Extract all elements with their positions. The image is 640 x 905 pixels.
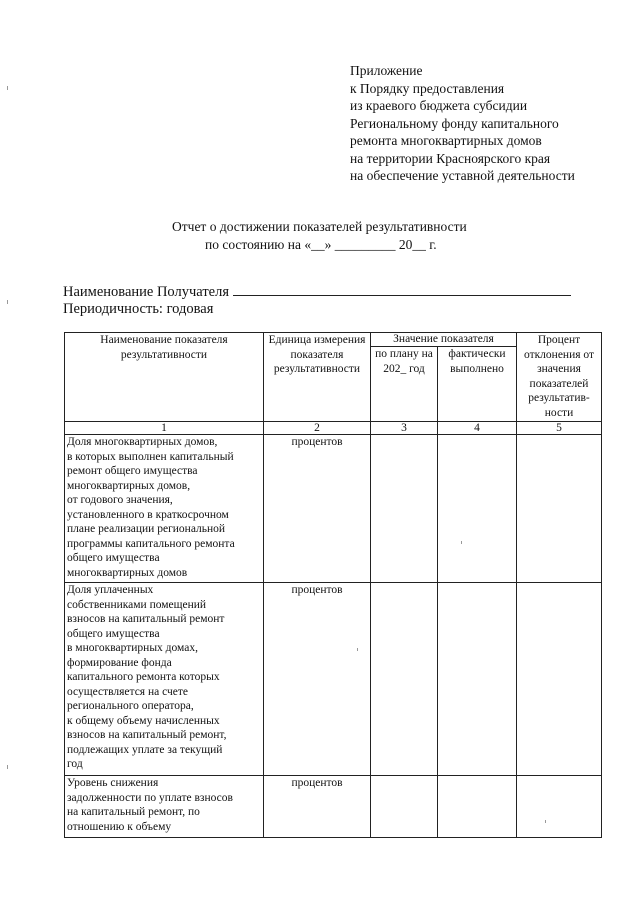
recipient-field — [63, 283, 571, 301]
appendix-block — [350, 62, 575, 185]
indicator-name-line: плане реализации региональной — [67, 523, 226, 535]
column-number: 4 — [438, 422, 517, 435]
scan-speck — [7, 300, 8, 304]
scan-speck — [7, 86, 8, 90]
indicator-name-line: задолженности по уплате взносов — [67, 791, 233, 804]
column-number: 2 — [264, 422, 371, 435]
plan-value-cell[interactable] — [371, 435, 438, 583]
column-number: 3 — [371, 422, 438, 435]
indicator-name-line: взносов на капитальный ремонт, — [67, 729, 227, 741]
indicator-name-line: Уровень снижения — [67, 777, 159, 789]
indicator-name-line: собственниками помещений — [67, 598, 207, 611]
appendix-line: к Порядку предоставления — [350, 80, 505, 96]
report-date-line: по состоянию на «__» _________ 20__ г. — [205, 237, 437, 252]
indicator-name-line: установленного в краткосрочном — [67, 508, 229, 521]
indicator-name-cell — [65, 435, 264, 583]
header-value-group: Значение показателя — [371, 333, 517, 347]
indicator-name-line: Доля многоквартирных домов, — [67, 436, 218, 448]
indicator-name-line: общего имущества — [67, 627, 160, 640]
report-title: Отчет о достижении показателей результативности — [172, 219, 467, 234]
indicator-name-line: регионального оператора, — [67, 700, 194, 712]
indicator-name-line: в многоквартирных домах, — [67, 642, 198, 654]
indicator-name-line: к общему объему начисленных — [67, 714, 220, 727]
indicator-name-line: программы капитального ремонта — [67, 537, 235, 550]
deviation-cell[interactable] — [517, 776, 602, 838]
indicator-name-line: отношению к объему — [67, 820, 172, 833]
column-number: 1 — [65, 422, 264, 435]
indicator-name-line: в которых выполнен капитальный — [67, 450, 234, 463]
indicator-name-line: от годового значения, — [67, 494, 173, 506]
appendix-line: Региональному фонду капитального — [350, 115, 559, 131]
actual-value-cell[interactable] — [438, 776, 517, 838]
appendix-line: Приложение — [350, 63, 423, 78]
scan-speck — [545, 820, 546, 823]
appendix-line: из краевого бюджета субсидии — [350, 98, 528, 113]
scan-speck — [461, 541, 462, 544]
unit-cell: процентов — [264, 435, 371, 583]
indicator-name-line: на капитальный ремонт, по — [67, 806, 200, 818]
indicator-name-line: осуществляется на счете — [67, 685, 188, 698]
indicator-name-line: ремонт общего имущества — [67, 465, 198, 477]
recipient-label: Наименование Получателя — [63, 284, 230, 300]
table-row — [65, 435, 602, 583]
header-unit: Единица измерения показателя результативности — [264, 333, 371, 422]
table-row — [65, 583, 602, 776]
recipient-fill-line — [233, 283, 571, 296]
appendix-line: ремонта многоквартирных домов — [350, 133, 542, 148]
header-deviation: Процент отклонения от значения показателей результатив-ности — [517, 333, 602, 422]
indicator-name-line: многоквартирных домов — [67, 566, 188, 579]
plan-value-cell[interactable] — [371, 583, 438, 776]
scan-speck — [7, 765, 8, 769]
actual-value-cell[interactable] — [438, 435, 517, 583]
indicator-name-line: общего имущества — [67, 552, 160, 564]
unit-cell: процентов — [264, 583, 371, 776]
indicator-name-cell — [65, 583, 264, 776]
deviation-cell[interactable] — [517, 435, 602, 583]
header-plan: по плану на 202_ год — [371, 347, 438, 422]
appendix-line: на территории Красноярского края — [350, 150, 551, 166]
indicator-name-line: капитального ремонта которых — [67, 671, 220, 683]
column-number: 5 — [517, 422, 602, 435]
indicator-name-line: Доля уплаченных — [67, 584, 154, 596]
indicator-name-line: многоквартирных домов, — [67, 479, 191, 492]
indicator-name-line: взносов на капитальный ремонт — [67, 613, 225, 625]
periodicity: Периодичность: годовая — [63, 301, 214, 317]
unit-cell: процентов — [264, 776, 371, 838]
deviation-cell[interactable] — [517, 583, 602, 776]
plan-value-cell[interactable] — [371, 776, 438, 838]
indicators-table — [64, 332, 602, 838]
appendix-line: на обеспечение уставной деятельности — [350, 168, 575, 183]
actual-value-cell[interactable] — [438, 583, 517, 776]
header-actual: фактически выполнено — [438, 347, 517, 422]
scan-speck — [357, 648, 358, 651]
table-row — [65, 776, 602, 838]
indicator-name-cell — [65, 776, 264, 838]
indicator-name-line: подлежащих уплате за текущий — [67, 743, 223, 756]
indicator-name-line: формирование фонда — [67, 656, 172, 669]
indicator-name-line: год — [67, 758, 83, 770]
header-indicator-name: Наименование показателя результативности — [65, 333, 264, 422]
